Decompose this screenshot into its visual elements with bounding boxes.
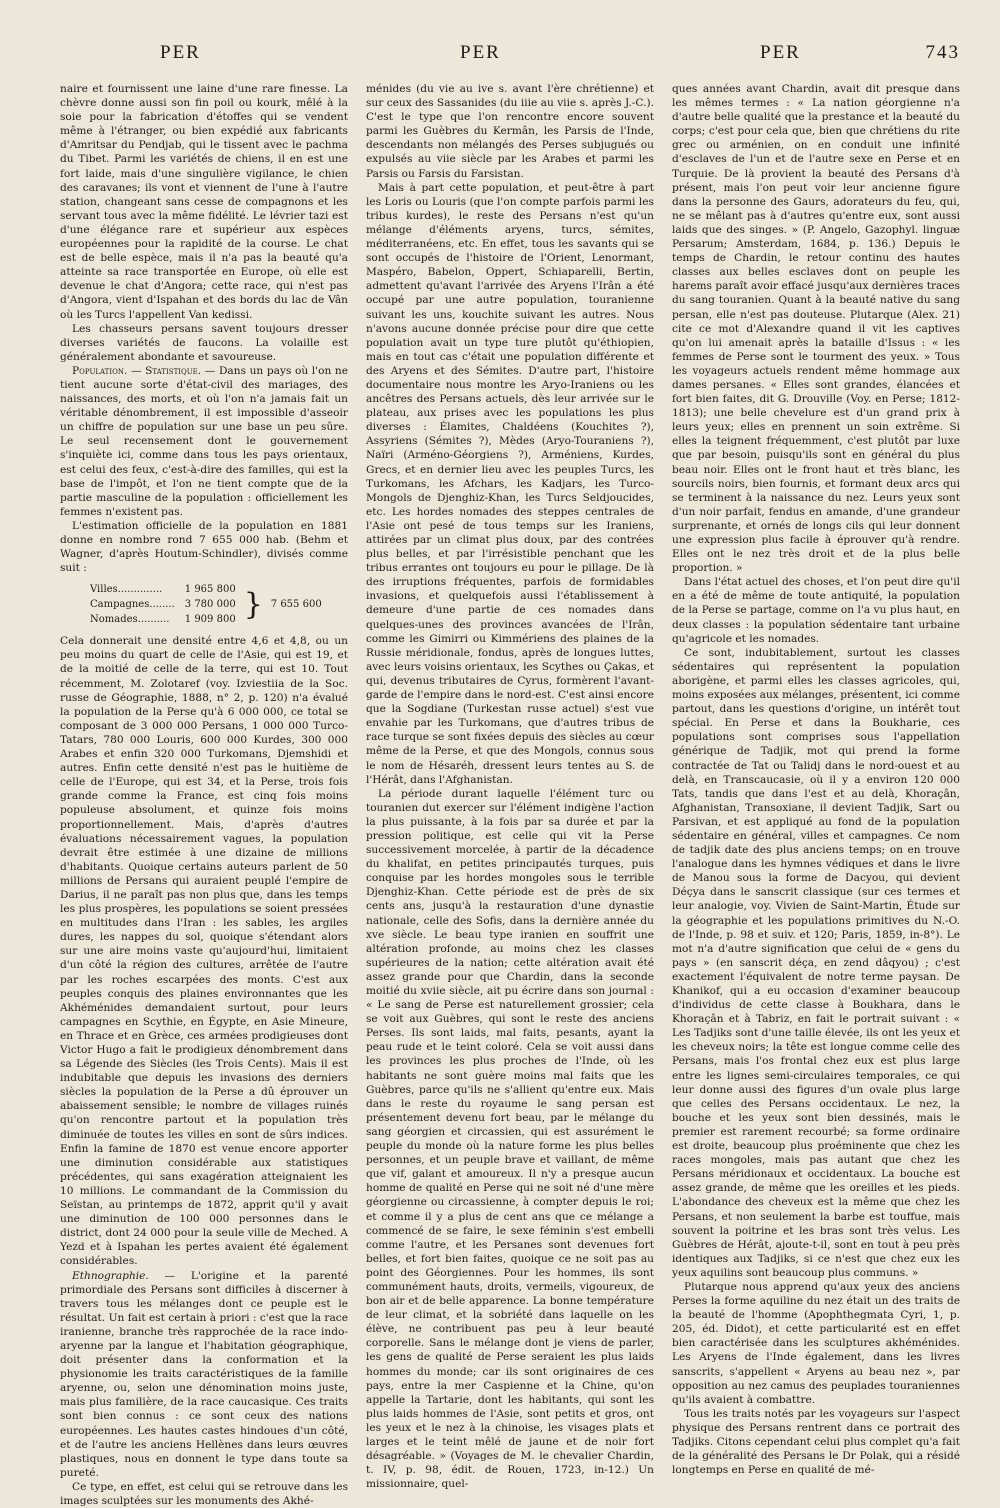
row-value: 1 965 800 — [184, 584, 236, 596]
paragraph: Dans l'état actuel des choses, et l'on peut dire qu'il en a été de même de toute antiquité, la population de la Perse se partage, comme on l'a vu plus haut, en deux classes : la population sédentaire tant urbaine qu'agricole et les nomades. — [672, 576, 960, 645]
paragraph: Mais à part cette population, et peut-être à part les Loris ou Louris (que l'on compte parfois parmi les tribus kurdes), le reste des Persans n'est qu'un mélange d'éléments aryens, turcs, sémites, méditerranéens, etc. En effet, tous les savants qui se sont occupés de l'histoire de l'Orient, Lenormant, Maspéro, Babelon, Oppert, Schiaparelli, Bertin, admettent qu'avant l'arrivée des Aryens l'Irân a été occupé par une autre population, touranienne suivant les uns, kouchite suivant les autres. Nous n'avons aucune donnée précise pour dire que cette population avait un type ture plutôt qu'éthiopien, mais en tout cas c'était une population différente et des Aryens et des Sémites. D'autre part, l'histoire documentaire nous montre les Aryo-Iraniens ou les ancêtres des Persans actuels, dès leur arrivée sur le plateau, aux prises avec les populations les plus diverses : Élamites, Chaldéens (Kouchites ?), Assyriens (Sémites ?), Mèdes (Aryo-Touraniens ?), Naïri (Arméno-Géorgiens ?), Arméniens, Kurdes, Grecs, et en dernier lieu avec les peuples Turcs, les Turkomans, les Afchars, les Kadjars, les Turco-Mongols de Djenghiz-Khan, les Turcs Seldjoucides, etc. Les hordes nomades des steppes centrales de l'Asie ont pesé de tous temps sur les Iraniens, attirées par un climat plus doux, par des contrées plus belles, et par l'irrésistible penchant que les tribus errantes ont toujours eu pour le pillage. De là des irruptions fréquentes, parfois de formidables invasions, et quelquefois aussi l'établissement à demeure d'une partie de ces nomades dans quelques-unes des provinces avancées de l'Irân, comme les Gimirri ou Kimmériens des plaines de la Russie méridionale, fondus, après de longues luttes, avec leurs voisins orientaux, les Scythes ou Çakas, et qui, devenus tributaires de Cyrus, formèrent l'avant-garde de l'empire dans le nord-est. C'est ainsi encore que la Sogdiane (Turkestan russe actuel) s'est vue envahie par les Turkomans, que d'autres tribus de race turque se sont fixées depuis des siècles au cœur même de la Perse, et que des Mongols, connus sous le nom de Hésaréh, dressent leurs tentes au S. de l'Hérât, dans l'Afghanistan. — [366, 181, 654, 786]
paragraph: ménides (du vie au ive s. avant l'ère chrétienne) et sur ceux des Sassanides (du iiie au viie s. après J.-C.). C'est le type que l'on rencontre encore souvent parmi les Guèbres du Kermân, les Parsis de l'Inde, descendants non mélangés des Perses subjugués ou expulsés au viie siècle par les Arabes et parmi les Parsis ou Farsis du Farsistan. — [366, 83, 654, 180]
paragraph: L'estimation officielle de la population en 1881 donne en nombre rond 7 655 000 hab. (Behm et Wagner, d'après Houtum-Schindler), divisés comme suit : — [60, 519, 348, 575]
table-row — [86, 583, 326, 596]
paragraph-text: — Dans un pays où l'on ne tient aucune sorte d'état-civil des mariages, des naissances, des morts, et où l'on n'a jamais fait un véritable dénombrement, il est impossible d'asseoir un chiffre de population sur une base un peu sûre. Le seul recensement dont le gouvernement s'inquiète ici, comme dans tous les pays orientaux, est celui des feux, c'est-à-dire des familles, qui est la base de l'impôt, et l'on ne tient compte que de la partie masculine de la population : officiellement les femmes n'existent pas. — [60, 364, 348, 518]
running-head-left: PER — [160, 42, 201, 63]
row-label: Campagnes........ — [90, 599, 175, 611]
paragraph: naire et fournissent une laine d'une rare finesse. La chèvre donne aussi son fin poil ou kourk, mêlé à la soie pour la fabrication d'étoffes qui se vendent même à l'étranger, ou bien expédié aux fabricants d'Amritsar du Pendjab, qui le tissent avec le pachma du Tibet. Parmi les variétés de chiens, il en est une fort laide, mais d'une singulière vigilance, le chien des caravanes; ils vont et viennent de l'une à l'autre station, changeant sans cesse de compagnons et les servant tous avec la même fidélité. Le lévrier tazi est d'une élégance rare et supérieur aux espèces européennes pour la rapidité de la course. Le chat est de belle espèce, mais il n'a pas la beauté qu'a atteinte sa race transportée en Europe, où elle est devenue le chat d'Angora; cette race, qui n'est pas d'Angora, vient d'Ispahan et des bords du lac de Vân où les Turcs l'appellent Van kedissi. — [60, 83, 348, 321]
brace: } — [243, 586, 263, 622]
column-3 — [672, 82, 960, 1477]
running-head-right: PER — [760, 42, 801, 63]
paragraph — [60, 1269, 348, 1480]
paragraph: Les chasseurs persans savent toujours dresser diverses variétés de faucons. La volaille est généralement abondante et savoureuse. — [60, 322, 348, 363]
column-1 — [60, 82, 348, 1507]
column-2 — [366, 82, 654, 1491]
row-label: Villes.............. — [90, 584, 163, 596]
row-value: 3 780 000 — [184, 599, 236, 611]
table-total: 7 655 600 — [270, 599, 322, 611]
row-label: Nomades.......... — [90, 614, 170, 626]
paragraph: ques années avant Chardin, avait dit presque dans les mêmes termes : « La nation géorgienne n'a d'autre belle qualité que la prestance et la beauté du corps; c'est pour cela que, bien que chrétiens du rite grec ou arménien, on en conduit une infinité d'esclaves de l'un et de l'autre sexe en Perse et en Turquie. De là provient la beauté des Persans d'à présent, mais l'on peut voir leur ancienne figure dans la personne des Gaurs, adorateurs du feu, qui, ne se mêlant pas à d'autres qu'entre eux, sont aussi laids que des singes. » (P. Angelo, Gazophyl. linguæ Persarum; Amsterdam, 1684, p. 136.) Depuis le temps de Chardin, le retour continu des hautes classes aux belles esclaves dont on peuple les harems paraît avoir effacé jusqu'aux dernières traces du sang touranien. Quant à la beauté native du sang persan, elle n'est pas douteuse. Plutarque (Alex. 21) cite ce mot d'Alexandre quand il vit les captives qu'on lui amenait après la bataille d'Issus : « les femmes de Perse sont le tourment des yeux. » Tous les voyageurs actuels rendent même hommage aux dames persanes. « Elles sont grandes, élancées et fort bien faites, dit G. Drouville (Voy. en Perse; 1812-1813); une belle chevelure est d'un grand prix à leurs yeux; elles en prennent un soin extrême. Si elles la teignent fréquemment, c'est plutôt par luxe que par besoin, puisqu'ils sont en général du plus beau noir. Elles ont le front haut et très blanc, les sourcils noirs, bien fournis, et formant deux arcs qui se terminent à la naissance du nez. Leurs yeux sont d'un noir parfait, fendus en amande, d'une grandeur surprenante, et ornés de longs cils qui leur donnent une expression plus facile à éprouver qu'à rendre. Elles ont le nez très droit et de la plus belle proportion. » — [672, 83, 960, 575]
paragraph: Ce type, en effet, est celui qui se retrouve dans les images sculptées sur les monuments des Akhé- — [60, 1480, 348, 1507]
section-heading: Population. — Statistique. — [72, 364, 202, 377]
population-table — [84, 581, 328, 628]
paragraph-text: — L'origine et la parenté primordiale des Persans sont difficiles à discerner à travers tous les mélanges dont ce peuple est le résultat. Un fait est certain à priori : c'est que la race iranienne, branche très rapprochée de la race indo-aryenne par la langue et l'habitation géographique, doit présenter dans la conformation et la physionomie les traits caractéristiques de la famille aryenne, ou, selon une dénomination moins juste, mais plus familière, de la race caucasique. Ces traits sont bien connus : ce sont ceux des nations européennes. Les hautes castes hindoues d'un côté, et de l'autre les anciens Hellènes dans leurs œuvres plastiques, nous en donnent le type dans toute sa pureté. — [60, 1269, 348, 1479]
running-head — [40, 42, 960, 72]
paragraph: Tous les traits notés par les voyageurs sur l'aspect physique des Persans rentrent dans ce portrait des Tadjiks. Citons cependant celui plus complet qu'a fait de la généralité des Persans le Dr Polak, qui a résidé longtemps en Perse en qualité de mé- — [672, 1407, 960, 1477]
row-value: 1 909 800 — [184, 614, 236, 626]
section-heading: Ethnographie. — [72, 1269, 149, 1282]
paragraph: Plutarque nous apprend qu'aux yeux des anciens Perses la forme aquiline du nez était un des traits de la beauté de l'homme (Apophthegmata Cyri, 1, p. 205, éd. Didot), et cette particularité est en effet bien caractérisée dans les sculptures akhéménides. Les Aryens de l'Inde également, dans les livres sanscrits, s'appellent « Aryens au beau nez », par opposition au nez camus des peuplades touraniennes qu'ils avaient à combattre. — [672, 1280, 960, 1406]
paragraph: Ce sont, indubitablement, surtout les classes sédentaires qui représentent la population aborigène, et parmi elles les classes agricoles, qui, moins exposées aux mélanges, présentent, ici comme partout, dans les questions d'origine, un intérêt tout spécial. En Perse et dans la Boukharie, ces populations sont comprises sous l'appellation générique de Tadjik, mot qui prend la forme contractée de Tat ou Talidj dans le nord-ouest et au delà, en Transcaucasie, où il y a environ 120 000 Tats, tandis que dans l'est et au delà, Khoraçân, Afghanistan, Transoxiane, il devient Tadjik, Sart ou Parsivan, et est appliqué au fond de la population sédentaire en général, villes et campagnes. Ce nom de tadjik date des plus anciens temps; on en trouve l'analogue dans les hymnes védiques et dans le livre de Manou sous la forme de Dacyou, qui devient Déçya dans le sanscrit classique (sur ces termes et leur analogie, voy. Vivien de Saint-Martin, Étude sur la géographie et les populations primitives du N.-O. de l'Inde, p. 98 et suiv. et 120; Paris, 1859, in-8°). Le mot n'a d'autre signification que celui de « gens du pays » (en sanscrit déça, en zend dâqyou) ; c'est exactement l'équivalent de notre terme paysan. De Khanikof, qui a eu occasion d'examiner beaucoup d'individus de cette classe à Boukhara, dans le Khoraçân et à Tabriz, en fait le portrait suivant : « Les Tadjiks sont d'une taille élevée, ils ont les yeux et les cheveux noirs; la tête est longue comme celle des Persans, mais l'os frontal chez eux est plus large entre les lignes semi-circulaires temporales, ce qui leur donne aussi des figures d'un ovale plus large que celles des Persans occidentaux. Le nez, la bouche et les yeux sont bien dessinés, mais le premier est rarement recourbé; sa forme ordinaire est droite, beaucoup plus proéminente que chez les races mongoles, mais pas autant que chez les Persans méridionaux et occidentaux. La bouche est assez grande, de même que les oreilles et les pieds. L'abondance des cheveux est la même que chez les Persans, et non seulement la barbe est touffue, mais souvent la poitrine et les bras sont très velus. Les Guèbres de Hérât, ajoute-t-il, sont en tout à peu près identiques aux Tadjiks, si ce n'est que chez eux les yeux aquilins sont beaucoup plus communs. » — [672, 646, 960, 1279]
running-head-center: PER — [460, 42, 501, 63]
page-number: 743 — [925, 42, 960, 63]
paragraph — [60, 364, 348, 519]
text-columns — [60, 82, 960, 1507]
paragraph: La période durant laquelle l'élément turc ou touranien dut exercer sur l'élément indigène l'action la plus puissante, à la fois par sa durée et par la pression politique, est celle qui vit la Perse successivement morcelée, à partir de la décadence du khalifat, en petites principautés turques, puis conquise par les hordes mongoles sous le terrible Djenghiz-Khan. Cette période est de près de six cents ans, jusqu'à la restauration d'une dynastie nationale, celle des Sofis, dans la dernière année du xve siècle. Le beau type iranien en souffrit une altération profonde, au moins chez les classes supérieures de la nation; cette altération avait été assez grande pour que Chardin, dans la seconde moitié du xviie siècle, ait pu écrire dans son journal : « Le sang de Perse est naturellement grossier; cela se voit aux Guèbres, qui sont le reste des anciens Perses. Ils sont laids, mal faits, pesants, ayant la peau rude et le teint coloré. Cela se voit aussi dans les provinces les plus proches de l'Inde, où les habitants ne sont guère moins mal faits que les Guèbres, parce qu'ils ne s'allient qu'entre eux. Mais dans le reste du royaume le sang persan est présentement devenu fort beau, par le mélange du sang géorgien et circassien, qui est assurément le peuple du monde où la nature forme les plus belles personnes, et un peuple brave et vaillant, de même que vif, galant et amoureux. Il n'y a presque aucun homme de qualité en Perse qui ne soit né d'une mère géorgienne ou circassienne, à compter depuis le roi; et comme il y a plus de cent ans que ce mélange a commencé de se faire, le sexe féminin s'est embelli comme l'autre, et les Persanes sont devenues fort belles, et fort bien faites, quoique ce ne soit pas au point des Géorgiennes. Pour les hommes, ils sont communément hauts, droits, vermeils, vigoureux, de bon air et de belle apparence. La bonne température de leur climat, et la sobriété dans laquelle on les élève, ne contribuent pas peu à leur beauté corporelle. Sans le mélange dont je viens de parler, les gens de qualité de Perse seraient les plus laids hommes du monde; car ils sont originaires de ces pays, entre la mer Caspienne et la Chine, qu'on appelle la Tartarie, dont les habitants, qui sont les plus laids hommes de l'Asie, sont petits et gros, ont les yeux et le nez à la chinoise, les visages plats et larges et le teint mêlé de jaune et de noir fort désagréable. » (Voyages de M. le chevalier Chardin, t. IV, p. 98, édit. de Rouen, 1723, in-12.) Un missionnaire, quel- — [366, 787, 654, 1491]
paragraph: Cela donnerait une densité entre 4,6 et 4,8, ou un peu moins du quart de celle de l'Asie, qui est 19, et de la moitié de celle de la terre, qui est 10. Tout récemment, M. Zolotaref (voy. Izviestiia de la Soc. russe de Géographie, 1888, n° 2, p. 120) n'a évalué la population de la Perse qu'à 6 000 000, ce total se composant de 3 000 000 Persans, 1 000 000 Turco-Tatars, 780 000 Louris, 600 000 Kurdes, 300 000 Arabes et enfin 320 000 Turkomans, Djemshidi et autres. Enfin cette densité n'est pas le huitième de celle de l'Europe, qui est 34, et la Perse, trois fois grande comme la France, est cinq fois moins populeuse absolument, et quinze fois moins proportionnellement. Mais, d'après d'autres évaluations nécessairement vagues, la population devrait être estimée à une dizaine de millions d'habitants. Quoique certains auteurs parlent de 50 millions de Persans qui auraient peuplé l'empire de Darius, il ne paraît pas non plus que, dans les temps les plus prospères, les populations se soient pressées en multitudes dans l'Iran : les sables, les argiles dures, les nappes du sol, quoique s'étendant alors sur une aire moins vaste qu'aujourd'hui, limitaient d'un côté la région des cultures, arrêtée de l'autre par les roches escarpées des monts. C'est aux peuples conquis des plaines environnantes que les Akhéménides demandaient surtout, pour leurs campagnes en Scythie, en Égypte, en Asie Mineure, en Thrace et en Grèce, ces armées prodigieuses dont Victor Hugo a fait le prodigieux dénombrement dans sa Légende des Siècles (les Trois Cents). Mais il est indubitable que depuis les invasions des derniers siècles la population de la Perse a dû éprouver un abaissement sensible; le nombre de villages ruinés qu'on rencontre partout et la population très diminuée de toutes les villes en sont de sûrs indices. Enfin la famine de 1870 est venue encore apporter une diminution considérable aux statistiques précédentes, qui sans exagération atteignaient les 10 millions. Le commandant de la Commission du Seïstan, au printemps de 1872, apprit qu'il y avait une diminution de 100 000 personnes dans le district, dont 24 000 pour la seule ville de Meched. A Yezd et à Ispahan les pertes avaient été également considérables. — [60, 635, 348, 1268]
